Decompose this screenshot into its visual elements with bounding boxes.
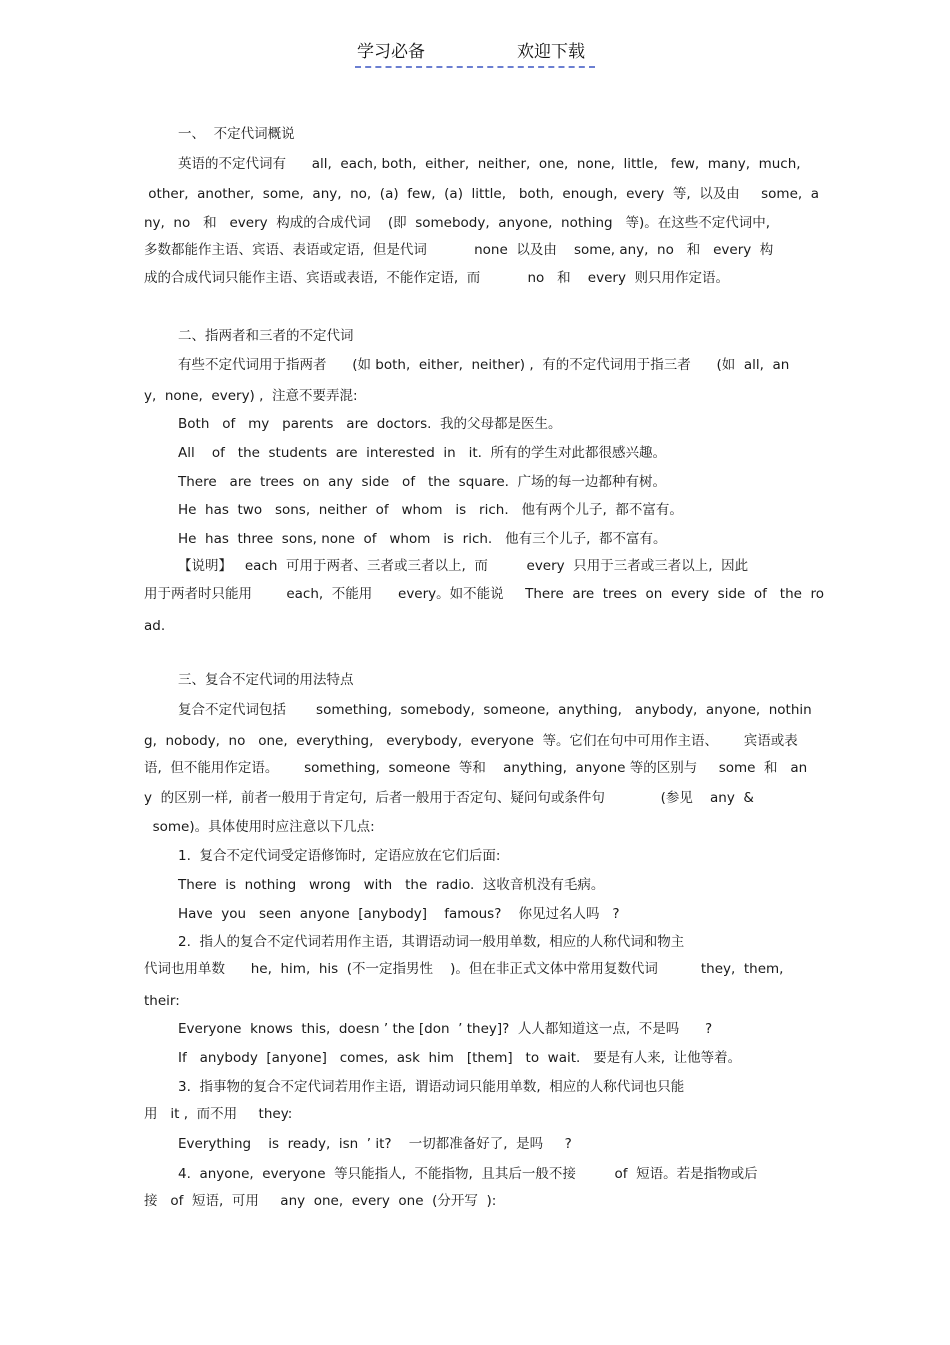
paragraph-line: other, another, some, any, no, (a) few, (a) little, both, enough, every 等, 以及由 some, a [144, 186, 820, 202]
paragraph-line: 成的合成代词只能作主语、宾语或表语, 不能作定语, 而 no 和 every 则只用作定语。 [144, 270, 730, 286]
paragraph-line: 多数都能作主语、宾语、表语或定语, 但是代词 none 以及由 some, any, no 和 every 构 [144, 242, 774, 258]
section-3-heading: 三、复合不定代词的用法特点 [178, 672, 354, 688]
paragraph-line: their: [144, 993, 180, 1009]
example-sentence: Everything is ready, isn ’ it? 一切都准备好了, 是吗 ? [178, 1136, 572, 1152]
paragraph-line: g, nobody, no one, everything, everybody, everyone 等。它们在句中可用作主语、 宾语或表 [144, 733, 798, 749]
paragraph-line: 复合不定代词包括 something, somebody, someone, anything, anybody, anyone, nothin [178, 702, 812, 718]
paragraph-line: some)。具体使用时应注意以下几点: [144, 819, 375, 835]
header-right-text: 欢迎下载 [517, 42, 585, 62]
rule-4: 4. anyone, everyone 等只能指人, 不能指物, 且其后一般不接 of 短语。若是指物或后 [178, 1166, 758, 1182]
example-sentence: There is nothing wrong with the radio. 这收音机没有毛病。 [178, 877, 605, 893]
example-sentence: If anybody [anyone] comes, ask him [them] to wait. 要是有人来, 让他等着。 [178, 1050, 742, 1066]
note-line: 【说明】 each 可用于两者、三者或三者以上, 而 every 只用于三者或三者以上, 因此 [178, 558, 749, 574]
example-sentence: All of the students are interested in it. 所有的学生对此都很感兴趣。 [178, 445, 667, 461]
example-sentence: He has two sons, neither of whom is rich. 他有两个儿子, 都不富有。 [178, 502, 683, 518]
paragraph-line: 接 of 短语, 可用 any one, every one (分开写 ): [144, 1193, 497, 1209]
section-2-heading: 二、指两者和三者的不定代词 [178, 328, 354, 344]
note-line: ad. [144, 618, 166, 634]
example-sentence: He has three sons, none of whom is rich. 他有三个儿子, 都不富有。 [178, 531, 667, 547]
example-sentence: Both of my parents are doctors. 我的父母都是医生。 [178, 416, 562, 432]
rule-2: 2. 指人的复合不定代词若用作主语, 其谓语动词一般用单数, 相应的人称代词和物主 [178, 934, 685, 950]
paragraph-line: y 的区别一样, 前者一般用于肯定句, 后者一般用于否定句、疑问句或条件句 (参见 any & [144, 790, 754, 806]
section-1-heading: 一、 不定代词概说 [178, 126, 295, 142]
example-sentence: There are trees on any side of the square. 广场的每一边都种有树。 [178, 474, 667, 490]
paragraph-line: 用 it , 而不用 they: [144, 1106, 293, 1122]
paragraph-line: y, none, every) , 注意不要弄混: [144, 388, 358, 404]
rule-3: 3. 指事物的复合不定代词若用作主语, 谓语动词只能用单数, 相应的人称代词也只能 [178, 1079, 685, 1095]
rule-1: 1. 复合不定代词受定语修饰时, 定语应放在它们后面: [178, 848, 501, 864]
paragraph-line: ny, no 和 every 构成的合成代词 (即 somebody, anyone, nothing 等)。在这些不定代词中, [144, 215, 771, 231]
paragraph-line: 代词也用单数 he, him, his (不一定指男性 )。但在非正式文体中常用复数代词 they, them, [144, 961, 784, 977]
example-sentence: Have you seen anyone [anybody] famous? 你见过名人吗 ? [178, 906, 620, 922]
paragraph-line: 语, 但不能用作定语。 something, someone 等和 anything, anyone 等的区别与 some 和 an [144, 760, 808, 776]
paragraph-line: 有些不定代词用于指两者 (如 both, either, neither) , 有的不定代词用于指三者 (如 all, an [178, 357, 790, 373]
example-sentence: Everyone knows this, doesn ’ the [don ’ they]? 人人都知道这一点, 不是吗 ? [178, 1021, 713, 1037]
note-line: 用于两者时只能用 each, 不能用 every。如不能说 There are trees on every side of the ro [144, 586, 825, 602]
paragraph-line: 英语的不定代词有 all, each, both, either, neither, one, none, little, few, many, much, [178, 156, 801, 172]
page-header [355, 40, 595, 68]
header-left-text: 学习必备 [357, 42, 425, 62]
